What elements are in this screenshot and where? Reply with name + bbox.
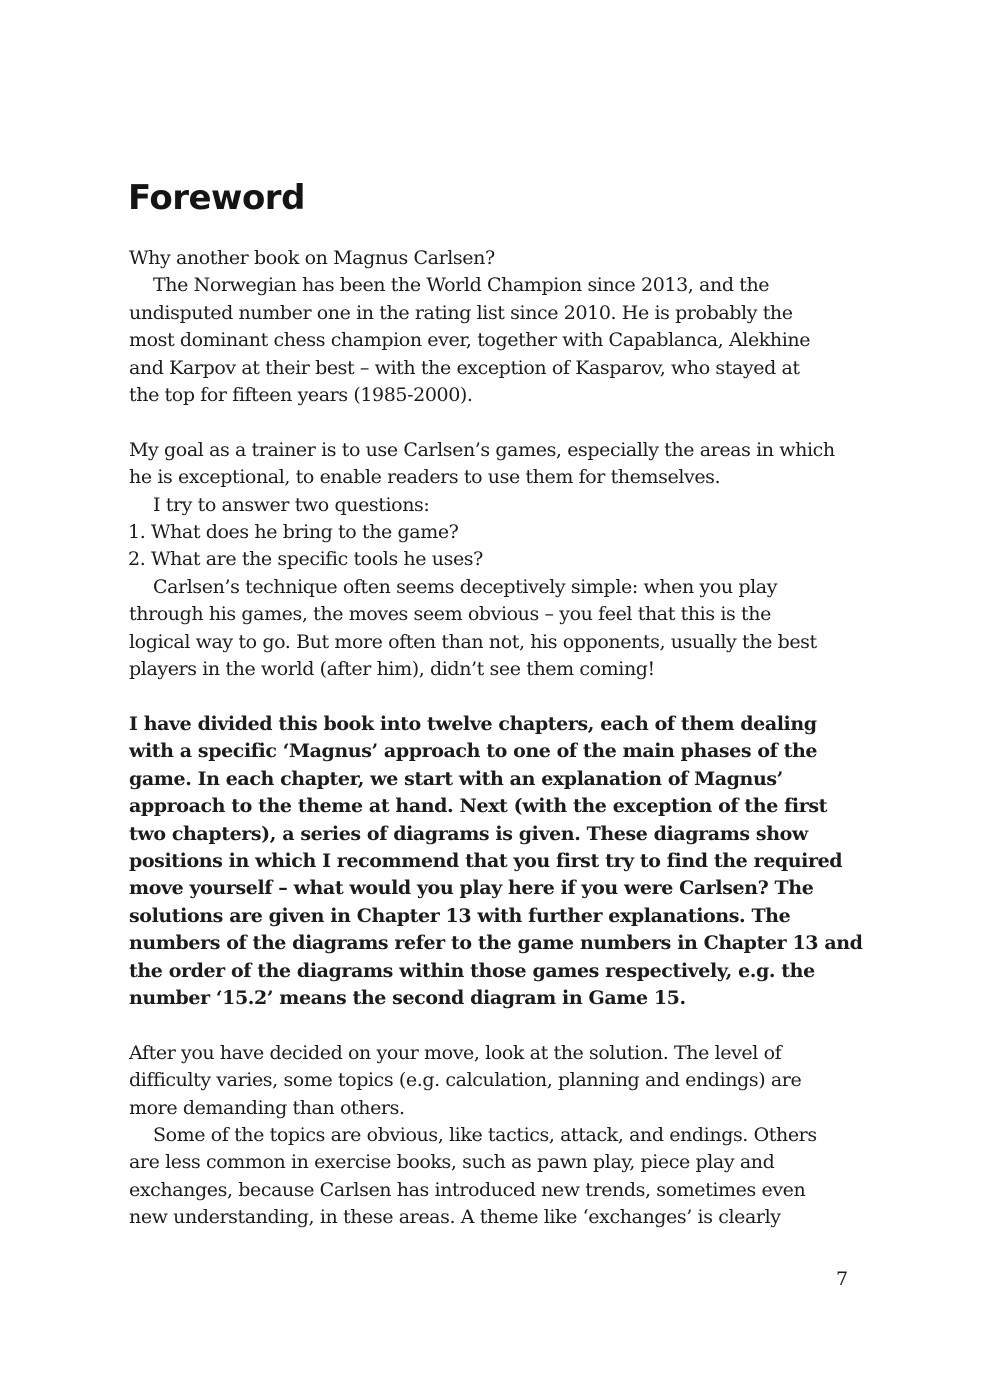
text-line: exchanges, because Carlsen has introduced new trends, sometimes even [129, 1178, 806, 1201]
text-line: number ‘15.2’ means the second diagram in Game 15. [129, 986, 686, 1009]
text-line: The Norwegian has been the World Champion since 2013, and the [153, 274, 770, 297]
text-line: with a specific ‘Magnus’ approach to one of the main phases of the [129, 740, 818, 763]
page-number: 7 [836, 1268, 849, 1290]
text-line: players in the world (after him), didn’t see them coming! [129, 658, 655, 681]
list-item: 1. What does he bring to the game? [128, 521, 459, 544]
paragraph-spacer [129, 683, 869, 710]
paragraph-spacer [129, 409, 869, 436]
questions-list [129, 519, 869, 574]
text-line: new understanding, in these areas. A theme like ‘exchanges’ is clearly [129, 1206, 781, 1229]
paragraph-technique [129, 574, 869, 684]
paragraph-two-questions [129, 492, 869, 519]
text-line: difficulty varies, some topics (e.g. calculation, planning and endings) are [129, 1069, 802, 1092]
text-line: two chapters), a series of diagrams is given. These diagrams show [129, 822, 808, 845]
chapter-heading: Foreword [128, 178, 305, 218]
text-line: logical way to go. But more often than not, his opponents, usually the best [129, 630, 817, 653]
text-line: I have divided this book into twelve chapters, each of them dealing [129, 712, 817, 735]
text-line: After you have decided on your move, look at the solution. The level of [129, 1041, 782, 1064]
paragraph-trainer-goal [129, 437, 869, 492]
text-line: numbers of the diagrams refer to the game numbers in Chapter 13 and [129, 932, 863, 955]
text-line: Some of the topics are obvious, like tactics, attack, and endings. Others [153, 1123, 817, 1146]
paragraph-spacer [129, 1012, 869, 1039]
paragraph-solution-advice [129, 1040, 869, 1122]
text-line: game. In each chapter, we start with an explanation of Magnus’ [129, 767, 783, 790]
text-line: approach to the theme at hand. Next (with the exception of the first [129, 795, 827, 818]
paragraph-intro-question [129, 245, 869, 272]
list-item: 2. What are the specific tools he uses? [128, 548, 483, 571]
text-line: positions in which I recommend that you first try to find the required [129, 849, 843, 872]
text-line: most dominant chess champion ever, together with Capablanca, Alekhine [129, 329, 811, 352]
text-line: the top for fifteen years (1985-2000). [129, 384, 473, 407]
foreword-body [129, 245, 869, 1232]
text-line: solutions are given in Chapter 13 with further explanations. The [129, 904, 791, 927]
text-line: I try to answer two questions: [153, 493, 430, 516]
text-line: through his games, the moves seem obvious – you feel that this is the [129, 603, 771, 626]
text-line: and Karpov at their best – with the exception of Kasparov, who stayed at [129, 356, 800, 379]
paragraph-topics [129, 1122, 869, 1232]
paragraph-book-structure [129, 711, 869, 1012]
text-line: My goal as a trainer is to use Carlsen’s games, especially the areas in which [129, 438, 835, 461]
text-line: move yourself – what would you play here if you were Carlsen? The [129, 877, 814, 900]
paragraph-world-champion [129, 272, 869, 409]
text-line: Why another book on Magnus Carlsen? [129, 247, 495, 269]
text-line: the order of the diagrams within those games respectively, e.g. the [129, 959, 815, 982]
text-line: Carlsen’s technique often seems deceptively simple: when you play [153, 575, 778, 598]
text-line: he is exceptional, to enable readers to use them for themselves. [129, 466, 721, 489]
text-line: more demanding than others. [129, 1096, 405, 1119]
text-line: are less common in exercise books, such as pawn play, piece play and [129, 1151, 775, 1174]
text-line: undisputed number one in the rating list since 2010. He is probably the [129, 301, 793, 324]
